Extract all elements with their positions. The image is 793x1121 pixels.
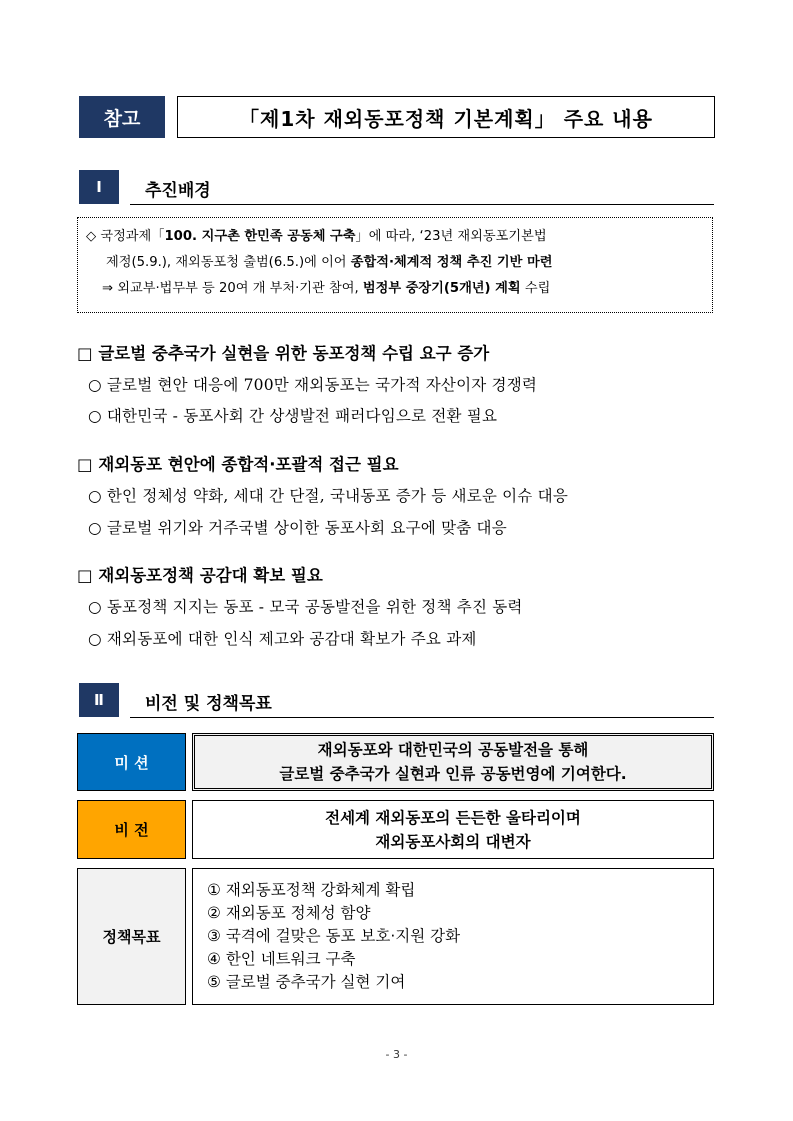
group-1-bullet-1: ○ 글로벌 현안 대응에 700만 재외동포는 국가적 자산이자 경쟁력 [88, 376, 538, 394]
summary-line-3: ⇒ 외교부·법무부 등 20여 개 부처·기관 참여, 범정부 중장기(5개년) 계획 수립 [102, 281, 551, 296]
policy-goal-5: ⑤ 글로벌 중추국가 실현 기여 [207, 973, 406, 991]
mission-line-2: 글로벌 중추국가 실현과 인류 공동번영에 기여한다. [279, 765, 627, 783]
document-title: 「제1차 재외동포정책 기본계획」 주요 내용 [177, 96, 715, 138]
reference-badge: 참고 [79, 96, 165, 138]
policy-goal-4: ④ 한인 네트워크 구축 [207, 950, 356, 968]
policy-goal-3: ③ 국격에 걸맞은 동포 보호·지원 강화 [207, 927, 461, 945]
vision-line-1: 전세계 재외동포의 든든한 울타리이며 [325, 808, 581, 827]
mission-box [192, 733, 714, 791]
policy-goals-box [192, 868, 714, 1005]
section-2-title: 비전 및 정책목표 [145, 694, 272, 714]
group-3-bullet-1: ○ 동포정책 지지는 동포 - 모국 공동발전을 위한 정책 추진 동력 [88, 598, 523, 616]
section-1-number: Ⅰ [79, 170, 119, 204]
summary-line-1: ◇ 국정과제「100. 지구촌 한민족 공동체 구축」에 따라, ‘23년 재외동포기본법 [86, 229, 547, 244]
policy-goal-2: ② 재외동포 정체성 함양 [207, 904, 371, 922]
page-number: - 3 - [385, 1048, 408, 1061]
group-1-bullet-2: ○ 대한민국 - 동포사회 간 상생발전 패러다임으로 전환 필요 [88, 407, 498, 425]
group-3-bullet-2: ○ 재외동포에 대한 인식 제고와 공감대 확보가 주요 과제 [88, 630, 477, 648]
section-2-number: Ⅱ [79, 683, 119, 717]
section-1-title: 추진배경 [145, 181, 211, 201]
summary-box [77, 217, 713, 313]
vision-box [192, 800, 714, 859]
vision-line-2: 재외동포사회의 대변자 [375, 832, 531, 851]
group-2-bullet-2: ○ 글로벌 위기와 거주국별 상이한 동포사회 요구에 맞춤 대응 [88, 519, 507, 537]
policy-goal-1: ① 재외동포정책 강화체계 확립 [207, 881, 416, 899]
group-2-heading: □ 재외동포 현안에 종합적·포괄적 접근 필요 [77, 455, 399, 474]
vision-label: 비 전 [77, 800, 186, 859]
group-3-heading: □ 재외동포정책 공감대 확보 필요 [77, 566, 323, 585]
section-2-divider [130, 717, 714, 718]
section-1-divider [130, 204, 714, 205]
policy-goals-label: 정책목표 [77, 868, 186, 1005]
group-1-heading: □ 글로벌 중추국가 실현을 위한 동포정책 수립 요구 증가 [77, 344, 490, 363]
summary-line-2: 제정(5.9.), 재외동포청 출범(6.5.)에 이어 종합적·체계적 정책 추진 기반 마련 [106, 255, 553, 270]
group-2-bullet-1: ○ 한인 정체성 약화, 세대 간 단절, 국내동포 증가 등 새로운 이슈 대응 [88, 487, 569, 505]
mission-line-1: 재외동포와 대한민국의 공동발전을 통해 [317, 741, 589, 759]
mission-label: 미 션 [77, 733, 186, 791]
